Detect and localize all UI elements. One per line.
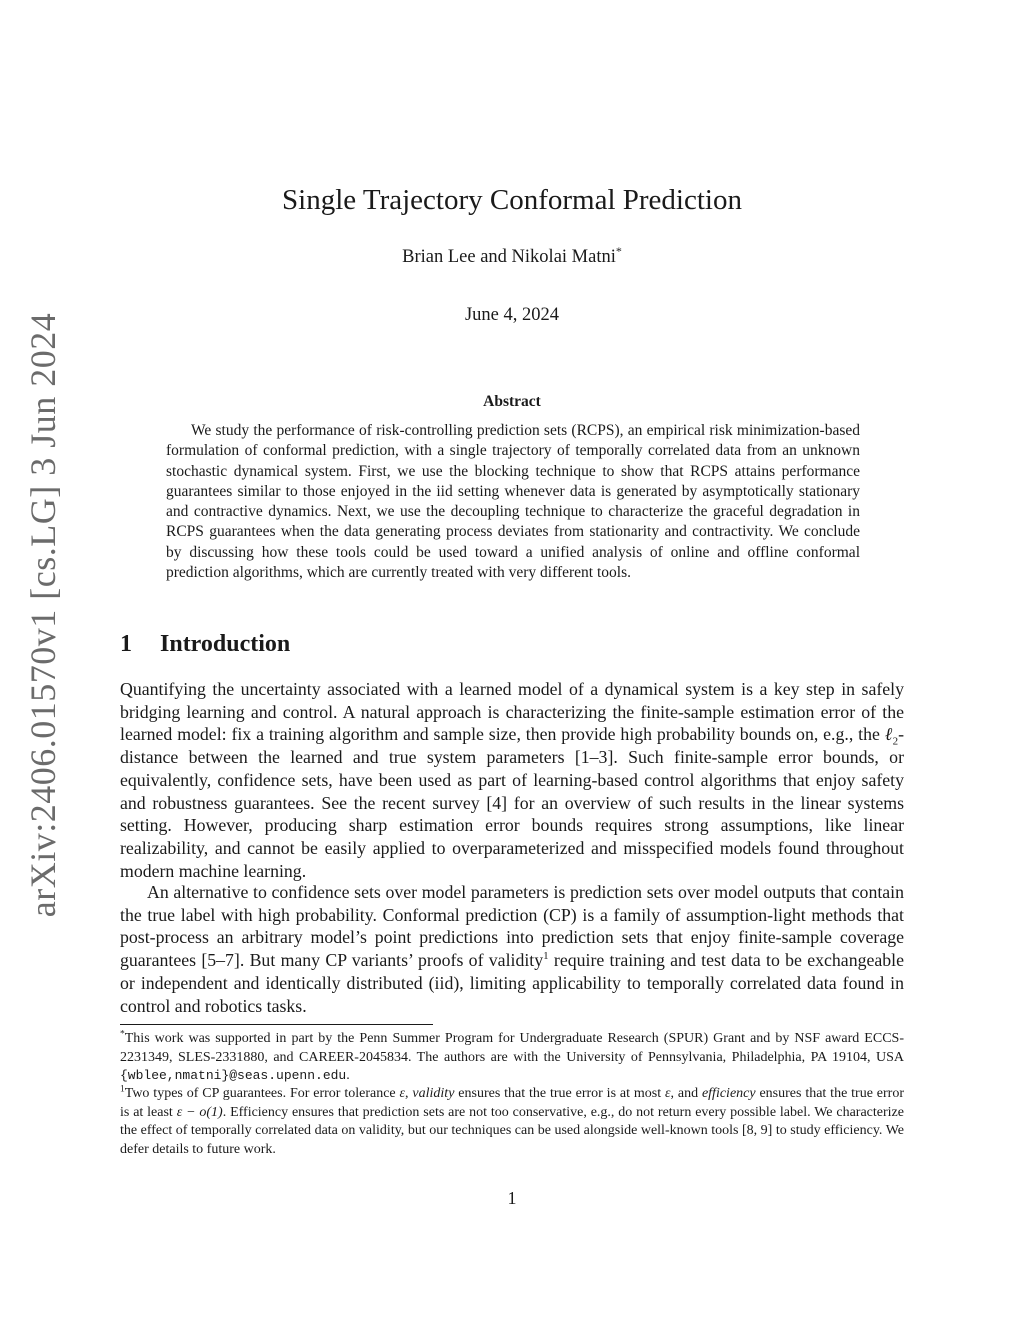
intro-paragraph-2 [120, 881, 904, 1017]
footnote-funding [120, 1030, 904, 1086]
efficiency-term: efficiency [701, 1086, 756, 1101]
author-names: Brian Lee and Nikolai Matni [402, 247, 616, 268]
fn2-text-3: ensures that the true error is at most [454, 1086, 665, 1101]
abstract-body: We study the performance of risk-controlling prediction sets (RCPS), an empirical risk minimization-based formulation of conformal prediction, with a single trajectory of temporally correlated data from an unknown stochastic dynamical system. First, we use the blocking technique to show that RCPS attains performance guarantees similar to those enjoyed in the iid setting whenever data is generated by asymptotically stationary and contractive dynamics. Next, we use the decoupling technique to characterize the graceful degradation in RCPS guarantees when the data generating process deviates from stationarity and contractivity. We conclude by discussing how these tools could be used toward a unified analysis of online and offline conformal prediction algorithms, which are currently treated with very different tools. [166, 422, 860, 582]
footnote-mark: 1 [120, 1084, 125, 1095]
validity-term: validity [412, 1086, 455, 1101]
l2-norm-symbol [884, 724, 899, 748]
authors [0, 244, 1024, 268]
section-heading [120, 631, 290, 658]
footnote-funding-text: This work was supported in part by the Penn Summer Program for Undergraduate Research (SPUR) Grant and by NSF award ECCS-2231349, SLES-2331880, and CAREER-2045834. The authors are with the University of Pennsylvania, Philadelphia, PA 19104, USA [120, 1031, 904, 1065]
fn2-text-4: , and [670, 1086, 702, 1101]
arxiv-identifier: arXiv:2406.01570v1 [cs.LG] 3 Jun 2024 [23, 312, 63, 918]
paper-title: Single Trajectory Conformal Prediction [282, 184, 742, 216]
footnote-mark: * [120, 1029, 125, 1040]
fn2-text-1: Two types of CP guarantees. For error tolerance [124, 1086, 400, 1101]
para-2-text-b: require training and test data to be exchangeable or independent and identically distributed (iid), limiting applicability to temporally correlated data found in control and robotics tasks. [120, 950, 904, 1016]
fn2-text-2: , [405, 1086, 413, 1101]
page-number: 1 [507, 1188, 517, 1208]
para-1-text-b: -distance between the learned and true system parameters [1–3]. Such finite-sample error bounds, or equivalently, confidence sets, have been used as part of learning-based control algorithms that enjoy safety and robustness guarantees. See the recent survey [4] for an overview of such results in the linear systems setting. However, producing sharp estimation error bounds requires strong assumptions, like linear realizability, and cannot be easily applied to overparameterized and misspecified models found throughout modern machine learning. [120, 724, 904, 881]
para-2-text-a: An alternative to confidence sets over model parameters is prediction sets over model outputs that contain the true label with high probability. Conformal prediction (CP) is a family of assumption-light methods that post-process an arbitrary model’s point predictions into prediction sets that enjoy finite-sample coverage guarantees [5–7]. But many CP variants’ proofs of validity [120, 882, 904, 971]
paper-date: June 4, 2024 [464, 305, 560, 325]
epsilon-symbol: ε [399, 1086, 406, 1101]
epsilon-symbol: ε [664, 1086, 671, 1101]
contact-email-link[interactable]: {wblee,nmatni}@seas.upenn.edu [120, 1068, 347, 1083]
abstract-heading: Abstract [483, 393, 541, 410]
footnote-ref-1[interactable]: 1 [543, 950, 549, 963]
footnote-cp-guarantees [120, 1085, 904, 1159]
fn2-text-5: ensures that the true error is at least [120, 1086, 904, 1120]
intro-paragraph-1 [120, 678, 904, 882]
author-footnote-mark: * [615, 244, 622, 258]
footnote-divider [120, 1024, 433, 1025]
para-1-text-a: Quantifying the uncertainty associated with a learned model of a dynamical system is a key step in safely bridging learning and control. A natural approach is characterizing the finite-sample estimation error of the learned model: fix a training algorithm and sample size, then provide high probability bounds on, e.g., the [120, 679, 904, 745]
ell-symbol: ℓ [884, 724, 893, 745]
footnote-funding-end: . [346, 1068, 350, 1083]
ell-subscript: 2 [892, 735, 899, 748]
section-number: 1 [120, 631, 132, 657]
section-title: Introduction [160, 631, 291, 657]
arxiv-stamp [22, 312, 64, 918]
fn2-text-6: . Efficiency ensures that prediction sets are not too conservative, e.g., do not return every possible label. We characterize the effect of temporally correlated data on validity, but our techniques can be used alongside well-known tools [8, 9] to study efficiency. We defer details to future work. [120, 1104, 904, 1157]
lower-bound-expression: ε − o(1) [176, 1104, 223, 1120]
